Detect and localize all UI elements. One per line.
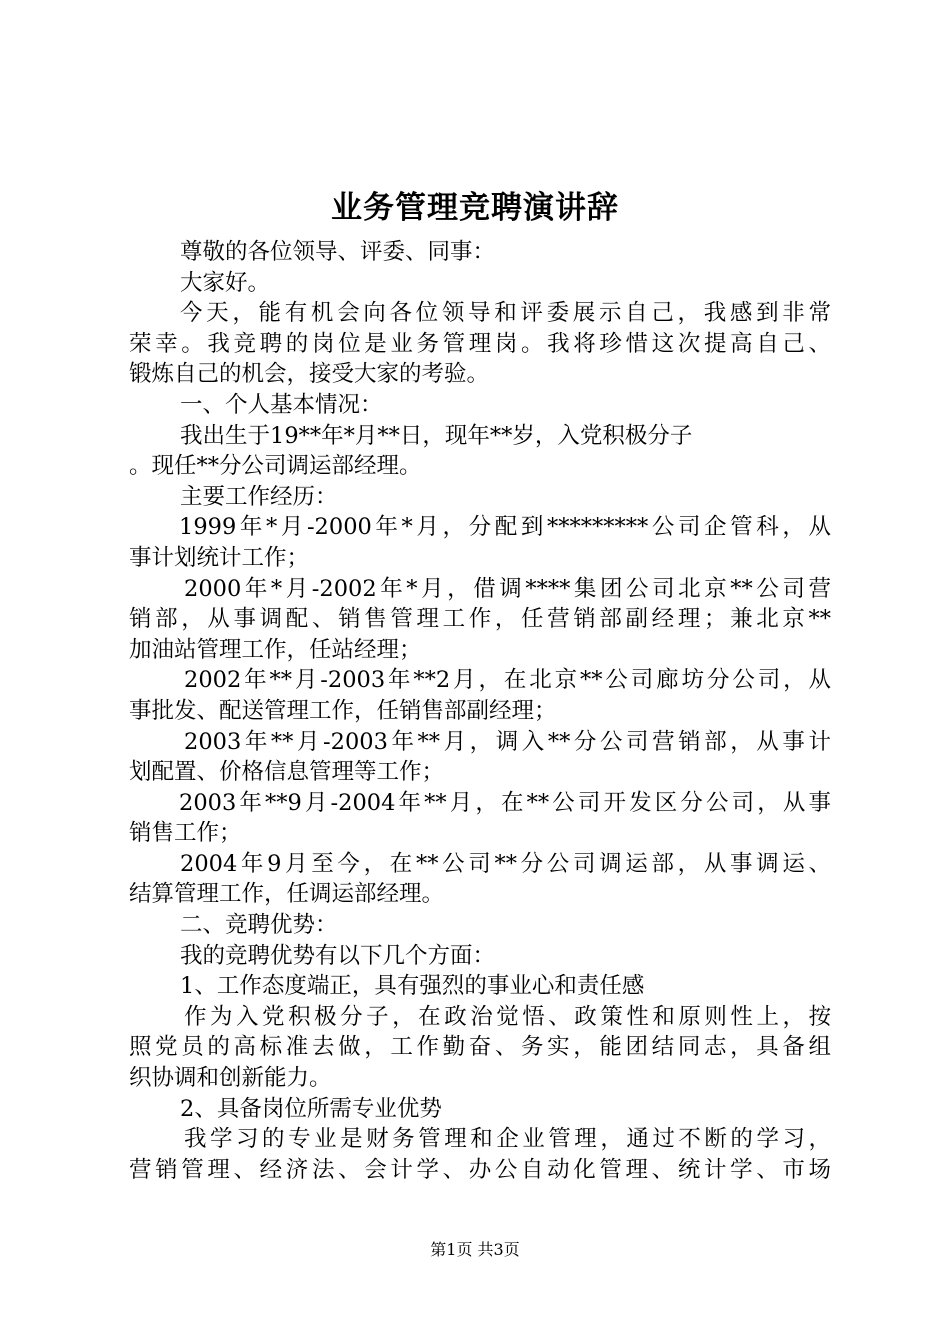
paragraph-line: 我学习的专业是财务管理和企业管理，通过不断的学习， [184,1126,831,1153]
paragraph-line: 加油站管理工作，任站经理； [129,636,422,663]
paragraph-line: 销部，从事调配、销售管理工作，任营销部副经理；兼北京** [129,606,831,633]
paragraph-line: 荣幸。我竞聘的岗位是业务管理岗。我将珍惜这次提高自己、 [129,330,831,357]
paragraph-line: 事计划统计工作； [129,544,310,571]
subsection-heading: 2、具备岗位所需专业优势 [180,1095,442,1122]
paragraph-line: 2004年9月至今，在**公司**分公司调运部，从事调运、 [180,850,831,877]
paragraph-line: 。现任**分公司调运部经理。 [129,453,422,480]
paragraph-line: 照党员的高标准去做，工作勤奋、务实，能团结同志，具备组 [129,1034,831,1061]
paragraph-line: 2003年**9月-2004年**月，在**公司开发区分公司，从事 [179,789,831,816]
subsection-heading: 1、工作态度端正，具有强烈的事业心和责任感 [180,973,645,1000]
paragraph-line: 锻炼自己的机会，接受大家的考验。 [129,361,490,388]
section-heading: 一、个人基本情况： [180,391,383,418]
section-heading: 二、竞聘优势： [180,912,338,939]
paragraph-line: 2000年*月-2002年*月，借调****集团公司北京**公司营 [184,575,831,602]
paragraph-line: 我的竞聘优势有以下几个方面： [180,942,496,969]
paragraph-line: 营销管理、经济法、会计学、办公自动化管理、统计学、市场 [129,1156,831,1183]
paragraph-line: 划配置、价格信息管理等工作； [129,759,445,786]
paragraph-line: 事批发、配送管理工作，任销售部副经理； [129,697,557,724]
paragraph-line: 作为入党积极分子，在政治觉悟、政策性和原则性上，按 [184,1003,831,1030]
paragraph-line: 尊敬的各位领导、评委、同事： [180,239,496,265]
document-title: 业务管理竞聘演讲辞 [331,190,619,226]
paragraph-line: 大家好。 [180,269,271,296]
paragraph-line: 织协调和创新能力。 [129,1065,332,1092]
paragraph-line: 2002年**月-2003年**2月，在北京**公司廊坊分公司，从 [184,667,831,694]
paragraph-line: 2003年**月-2003年**月，调入**分公司营销部，从事计 [184,728,831,755]
paragraph-line: 销售工作； [129,820,242,847]
document-body [129,237,831,1185]
paragraph-line: 1999年*月-2000年*月，分配到*********公司企管科，从 [179,514,831,541]
page-number-footer: 第1页 共3页 [430,1240,520,1259]
paragraph-line: 主要工作经历： [180,483,338,510]
paragraph-line: 结算管理工作，任调运部经理。 [129,881,445,908]
paragraph-line: 我出生于19**年*月**日，现年**岁，入党积极分子 [180,422,693,449]
paragraph-line: 今天，能有机会向各位领导和评委展示自己，我感到非常 [180,300,831,327]
